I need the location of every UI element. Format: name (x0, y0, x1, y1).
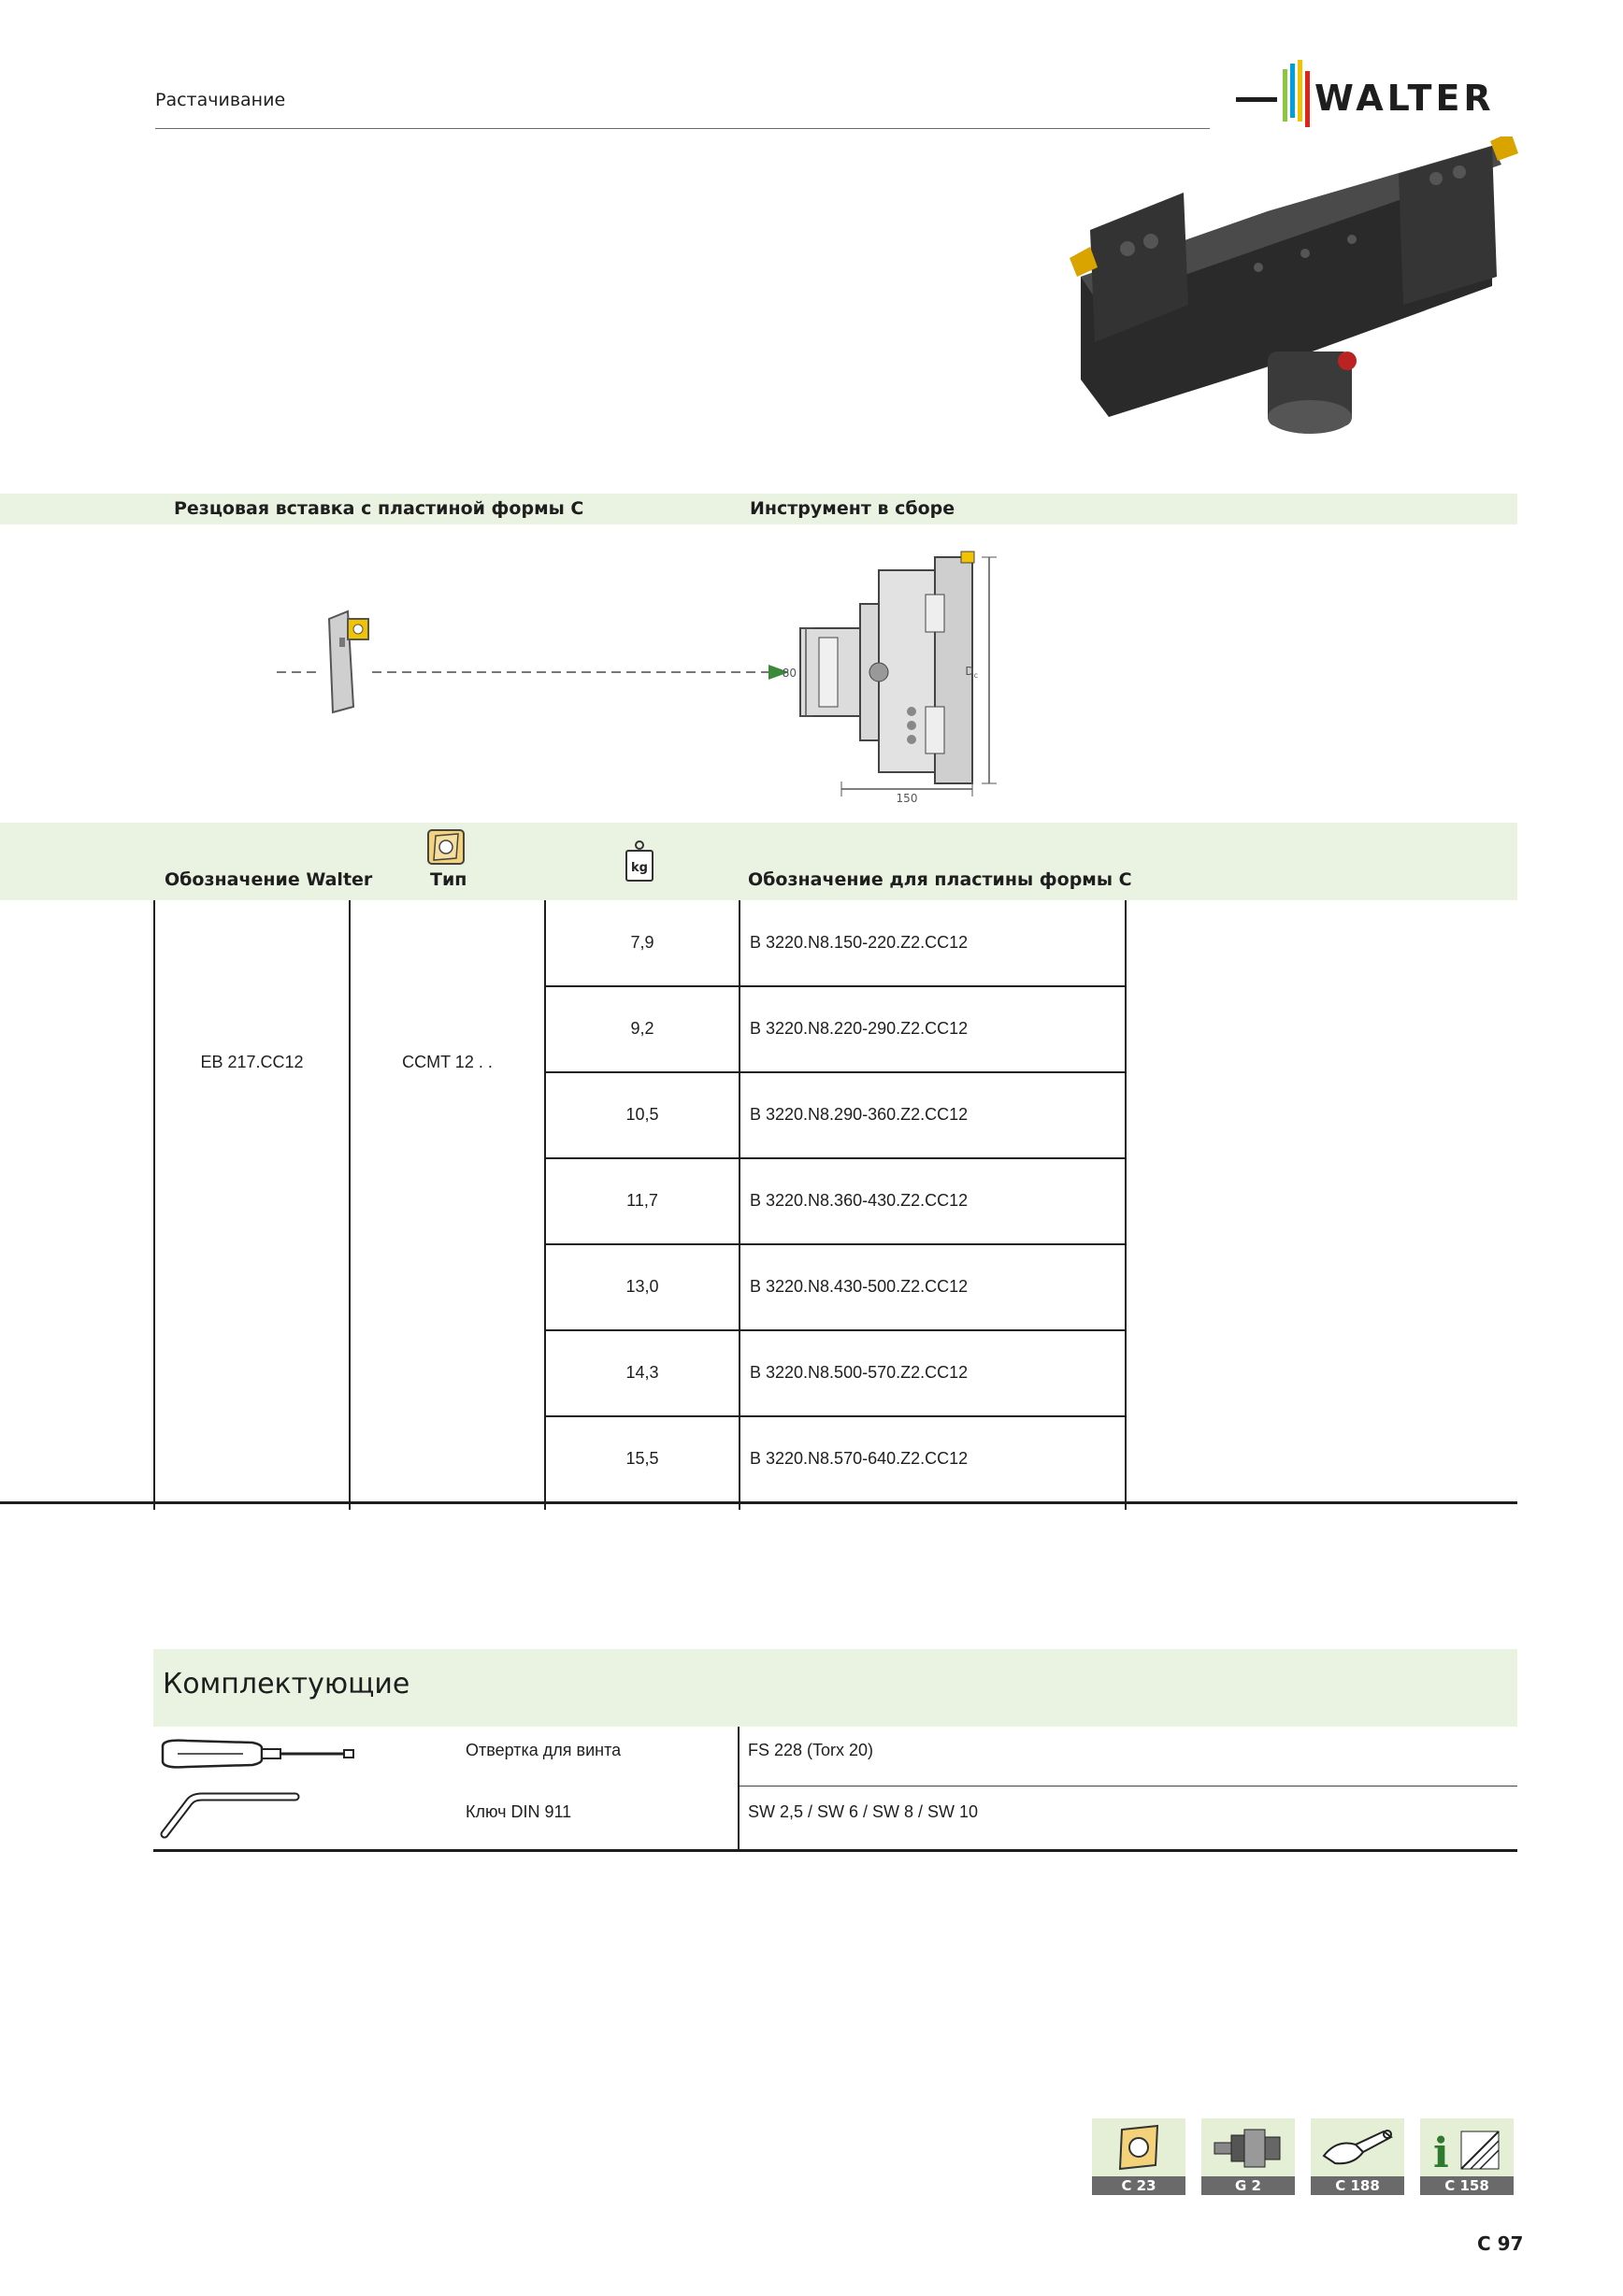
cartridge-drawing (329, 611, 368, 712)
code-cell-1: B 3220.N8.150-220.Z2.CC12 (750, 933, 969, 952)
code-cell-6: B 3220.N8.500-570.Z2.CC12 (750, 1363, 969, 1382)
col-designation: Обозначение Walter (165, 869, 373, 890)
logo-text: WALTER (1314, 78, 1495, 119)
adaptor-icon (1211, 2126, 1285, 2171)
screwdriver-icon (159, 1735, 365, 1772)
code-cell-4: B 3220.N8.360-430.Z2.CC12 (750, 1191, 969, 1210)
nav-info[interactable] (1420, 2118, 1514, 2195)
accessory-name-2: Ключ DIN 911 (466, 1802, 572, 1821)
dimension-150: 150 (896, 792, 918, 805)
logo-bar-green (1283, 69, 1287, 122)
weight-cell-1: 7,9 (630, 933, 654, 952)
col-assembly: Обозначение для пластины формы С (748, 869, 1132, 890)
page-number: C 97 (1477, 2232, 1524, 2255)
table-header-band (0, 823, 1517, 900)
weight-cell-5: 13,0 (625, 1277, 659, 1296)
nav-insert[interactable] (1092, 2118, 1185, 2195)
assembly-diagram (0, 529, 1028, 810)
accessory-value-2: SW 2,5 / SW 6 / SW 8 / SW 10 (748, 1802, 979, 1821)
accessory-value-1: FS 228 (Torx 20) (748, 1741, 874, 1759)
code-cell-7: B 3220.N8.570-640.Z2.CC12 (750, 1449, 969, 1468)
nav-label-g2: G 2 (1201, 2176, 1295, 2195)
section-title: Растачивание (155, 90, 286, 110)
designation-cell: EB 217.CC12 (200, 1053, 304, 1071)
assembly-drawing (800, 552, 974, 783)
hex-key-icon (157, 1786, 307, 1842)
weight-kg-icon (625, 839, 654, 883)
boring-bar-assembly-photo (1053, 136, 1520, 445)
info-chart-icon (1429, 2122, 1504, 2174)
dimension-dc-sub: c (973, 671, 978, 680)
weight-cell-6: 14,3 (625, 1363, 659, 1382)
code-cell-5: B 3220.N8.430-500.Z2.CC12 (750, 1277, 969, 1296)
weight-cell-7: 15,5 (625, 1449, 659, 1468)
weight-cell-3: 10,5 (625, 1105, 659, 1124)
dimension-dc: D (965, 665, 974, 678)
nav-label-c188: C 188 (1311, 2176, 1404, 2195)
logo-bar-yellow (1298, 60, 1302, 122)
accessory-name-1: Отвертка для винта (466, 1741, 622, 1759)
assembly-label: Инструмент в сборе (750, 498, 955, 519)
svg-text:i: i (1433, 2130, 1449, 2174)
logo-bar-blue (1290, 64, 1295, 118)
nav-label-c23: C 23 (1092, 2176, 1185, 2195)
wrench-hand-icon (1318, 2124, 1397, 2171)
svg-text:Dc (965, 665, 978, 680)
nav-adaptor[interactable] (1201, 2118, 1295, 2195)
logo-bar-red (1305, 71, 1310, 127)
insert-icon (1116, 2124, 1161, 2171)
type-cell: CCMT 12 . . (402, 1053, 493, 1071)
header-rule (155, 128, 1210, 129)
accessories-title: Комплектующие (163, 1668, 410, 1700)
nav-label-c158: C 158 (1420, 2176, 1514, 2195)
weight-cell-2: 9,2 (630, 1019, 654, 1038)
col-type: Тип (430, 869, 467, 890)
dimension-80: 80 (782, 667, 797, 680)
insert-label: Резцовая вставка с пластиной формы С (174, 498, 584, 519)
nav-wrench[interactable] (1311, 2118, 1404, 2195)
walter-logo (1236, 60, 1518, 135)
diagram-header-band (0, 494, 1517, 524)
code-cell-2: B 3220.N8.220-290.Z2.CC12 (750, 1019, 969, 1038)
code-cell-3: B 3220.N8.290-360.Z2.CC12 (750, 1105, 969, 1124)
weight-icon-text: kg (631, 861, 648, 875)
weight-cell-4: 11,7 (626, 1191, 658, 1210)
insert-type-icon (426, 828, 466, 866)
